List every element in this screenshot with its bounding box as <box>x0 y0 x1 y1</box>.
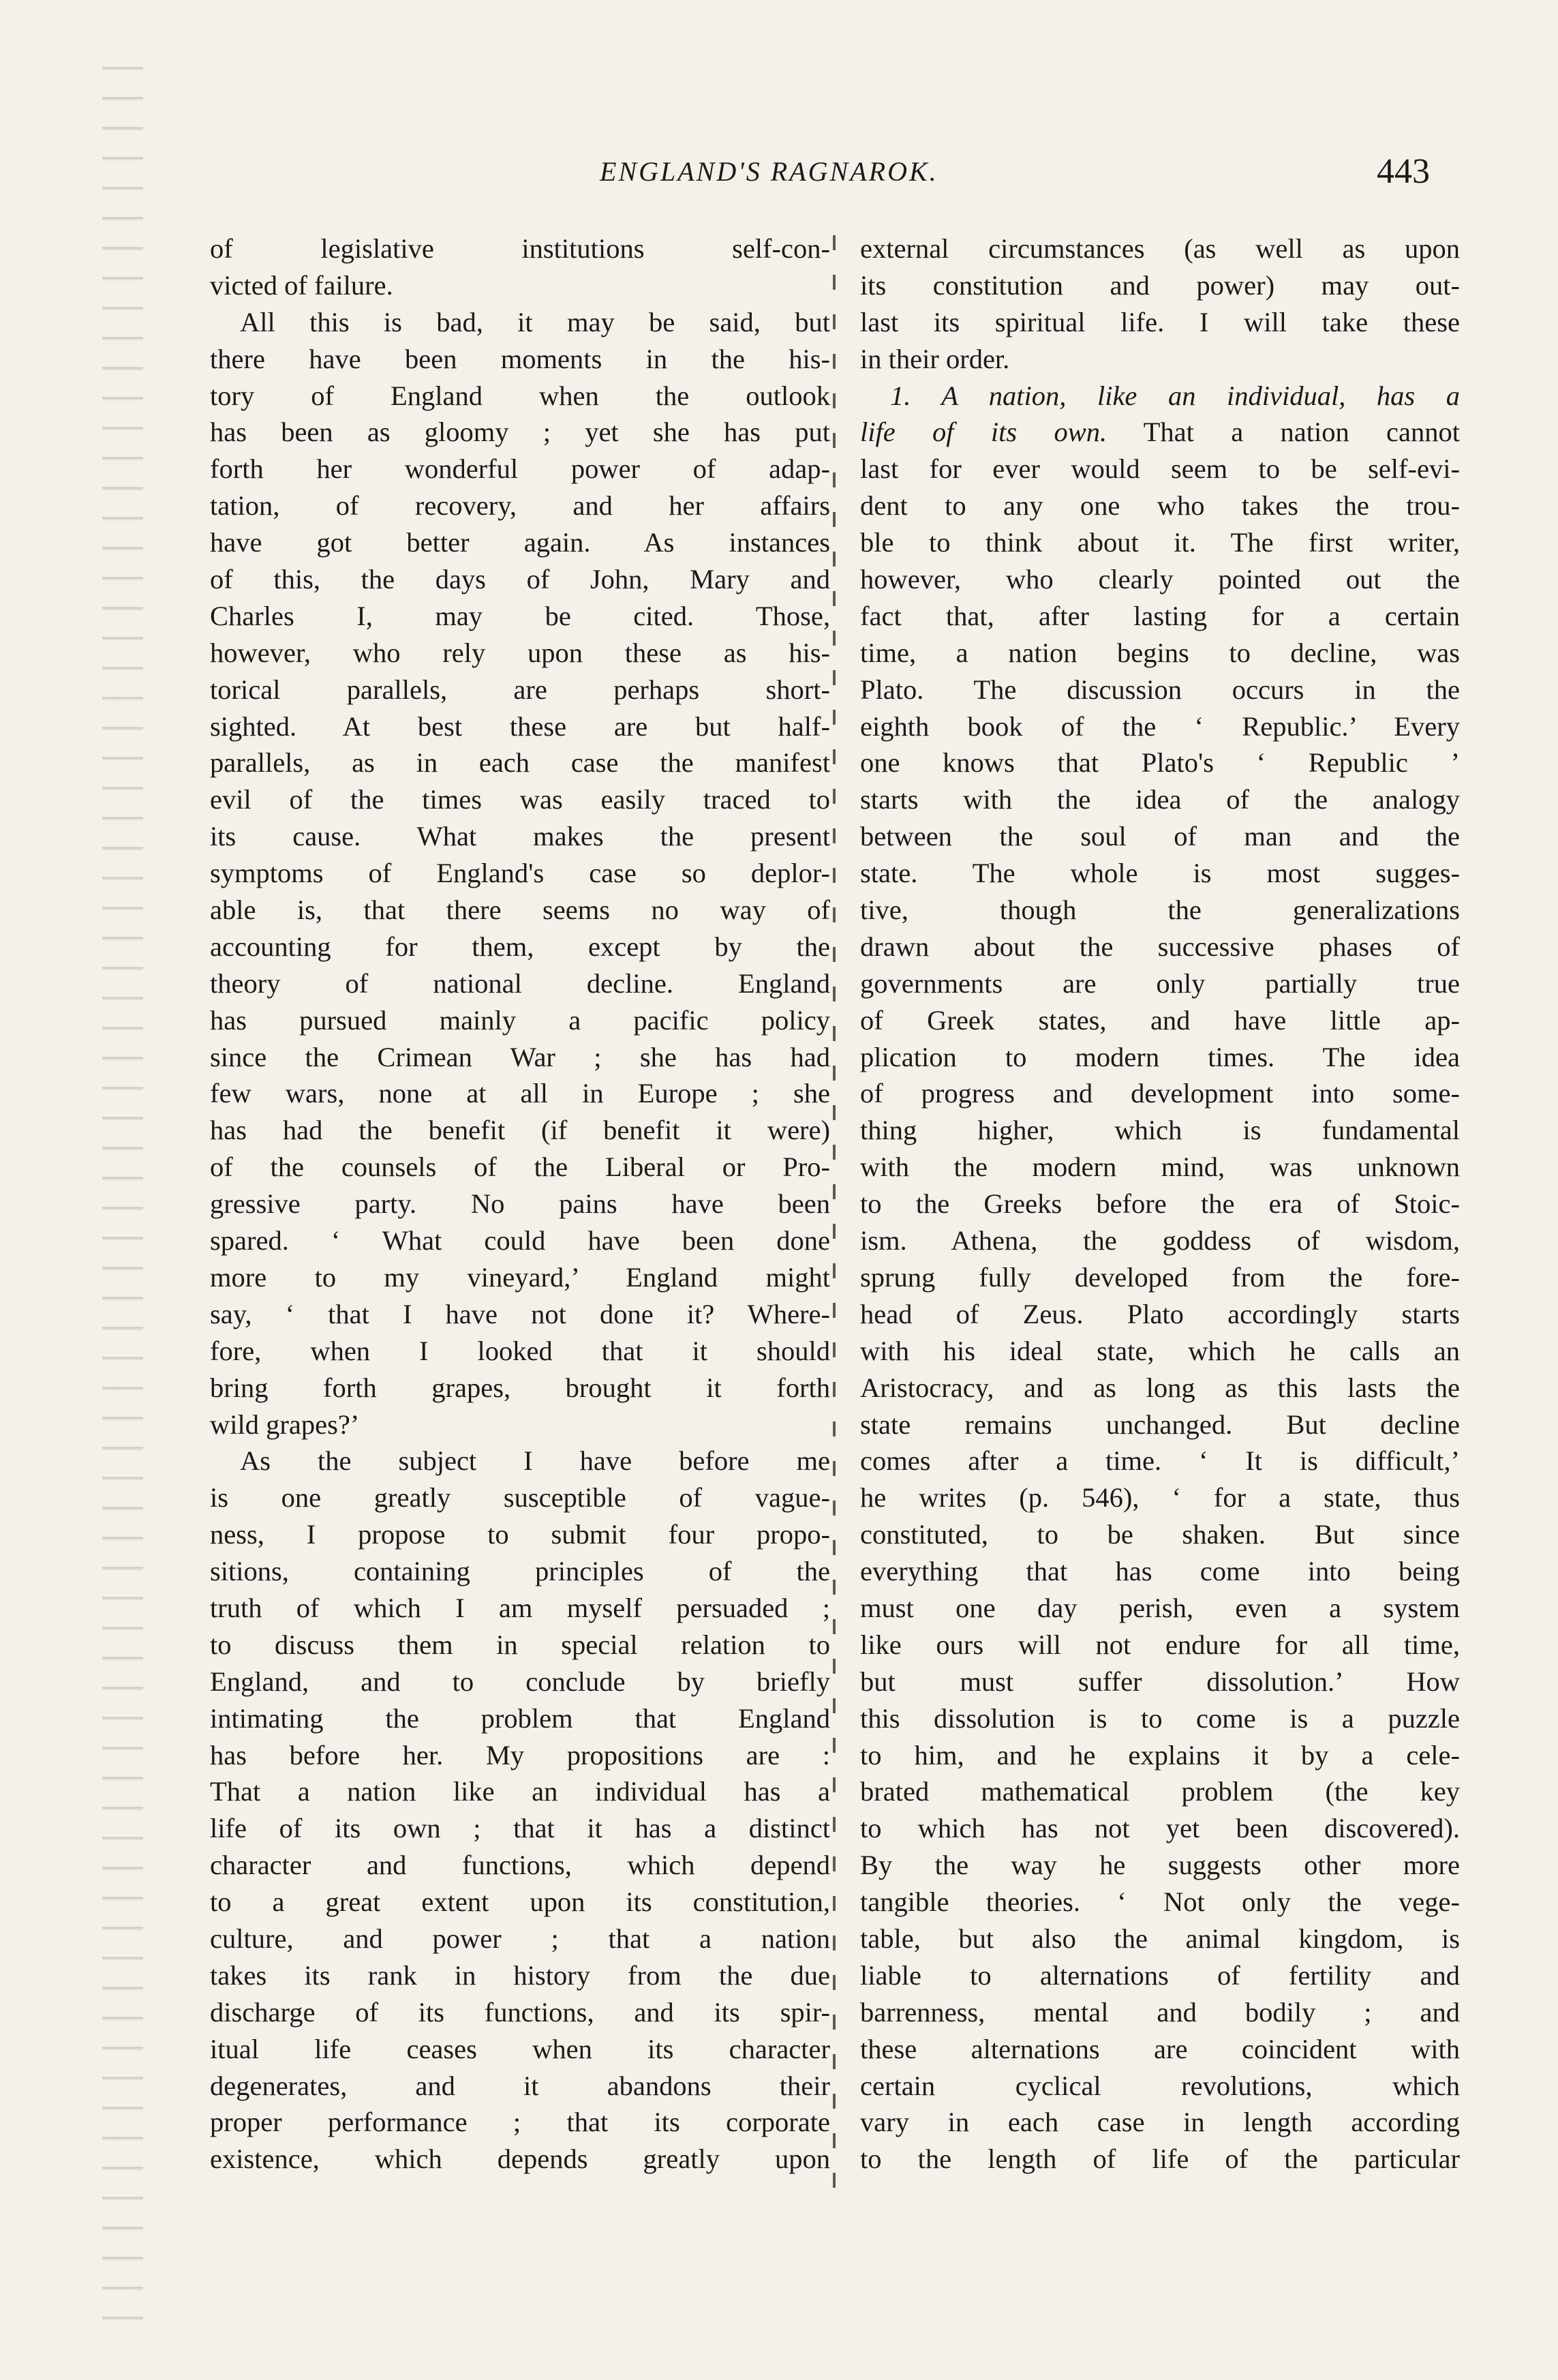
text-line: sprung fully developed from the fore- <box>860 1261 1460 1293</box>
section-heading-italic: 1. A nation, like an individual, has a <box>890 380 1460 411</box>
text-line: parallels, as in each case the manifest <box>210 747 830 779</box>
text-line: say, ‘ that I have not done it? Where- <box>210 1298 830 1329</box>
text-line: victed of failure. <box>210 269 393 301</box>
text-line: to discuss them in special relation to <box>210 1629 830 1660</box>
text-line: like ours will not endure for all time, <box>860 1629 1460 1660</box>
text-line: symptoms of England's case so deplor- <box>210 858 830 889</box>
text-line: last its spiritual life. I will take these <box>860 306 1460 337</box>
text-line: As the subject I have before me <box>240 1445 830 1477</box>
text-line: of this, the days of John, Mary and <box>210 564 830 595</box>
text-line: wild grapes?’ <box>210 1409 360 1440</box>
text-line: truth of which I am myself persuaded ; <box>210 1592 830 1623</box>
text-line: last for ever would seem to be self-evi- <box>860 453 1460 485</box>
text-line: since the Crimean War ; she has had <box>210 1041 830 1072</box>
text-line: time, a nation begins to decline, was <box>860 637 1460 668</box>
text-line: itual life ceases when its character <box>210 2033 830 2064</box>
text-line: tangible theories. ‘ Not only the vege- <box>860 1886 1460 1918</box>
text-line: more to my vineyard,’ England might <box>210 1261 830 1293</box>
text-line: By the way he suggests other more <box>860 1850 1460 1881</box>
text-line: intimating the problem that England <box>210 1702 830 1734</box>
text-line: fore, when I looked that it should <box>210 1335 830 1366</box>
text-line: with his ideal state, which he calls an <box>860 1335 1460 1366</box>
text-line: accounting for them, except by the <box>210 931 830 962</box>
text-line: Plato. The discussion occurs in the <box>860 674 1460 705</box>
text-line: All this is bad, it may be said, but <box>240 306 830 337</box>
text-line: these alternations are coincident with <box>860 2033 1460 2064</box>
text-line: certain cyclical revolutions, which <box>860 2070 1460 2101</box>
text-line: sitions, containing principles of the <box>210 1556 830 1587</box>
text-line: thing higher, which is fundamental <box>860 1115 1460 1146</box>
text-line: its constitution and power) may out- <box>860 269 1460 301</box>
text-line: between the soul of man and the <box>860 821 1460 852</box>
text-line: he writes (p. 546), ‘ for a state, thus <box>860 1482 1460 1513</box>
text-line: must one day perish, even a system <box>860 1592 1460 1623</box>
scan-gutter-marks <box>102 41 143 2345</box>
text-line: to a great extent upon its constitution, <box>210 1886 830 1918</box>
text-line: ness, I propose to submit four propo- <box>210 1519 830 1550</box>
text-line: able is, that there seems no way of <box>210 894 830 926</box>
text-line: tation, of recovery, and her affairs <box>210 490 830 522</box>
text-line: barrenness, mental and bodily ; and <box>860 1996 1460 2028</box>
text-line: liable to alternations of fertility and <box>860 1959 1460 1991</box>
text-line: however, who clearly pointed out the <box>860 564 1460 595</box>
text-line: in their order. <box>860 343 1010 374</box>
text-line: That a nation like an individual has a <box>210 1776 830 1807</box>
text-line: of Greek states, and have little ap- <box>860 1004 1460 1036</box>
text-line: spared. ‘ What could have been done <box>210 1225 830 1256</box>
text-line: drawn about the successive phases of <box>860 931 1460 962</box>
text-line: ism. Athena, the goddess of wisdom, <box>860 1225 1460 1256</box>
text-line: this dissolution is to come is a puzzle <box>860 1702 1460 1734</box>
text-line: has been as gloomy ; yet she has put <box>210 417 830 448</box>
text-line: with the modern mind, was unknown <box>860 1151 1460 1183</box>
text-line: culture, and power ; that a nation <box>210 1923 830 1954</box>
text-line: has before her. My propositions are : <box>210 1739 830 1771</box>
text-line: everything that has come into being <box>860 1556 1460 1587</box>
text-line: however, who rely upon these as his- <box>210 637 830 668</box>
text-line: to him, and he explains it by a cele- <box>860 1739 1460 1771</box>
text-line: external circumstances (as well as upon <box>860 233 1460 264</box>
text-line: state. The whole is most sugges- <box>860 858 1460 889</box>
text-line: ble to think about it. The first writer, <box>860 527 1460 558</box>
text-line: bring forth grapes, brought it forth <box>210 1372 830 1403</box>
right-column <box>860 230 1460 2178</box>
text-line: life of its own ; that it has a distinct <box>210 1813 830 1844</box>
text-line: forth her wonderful power of adap- <box>210 453 830 485</box>
column-divider <box>833 235 836 2199</box>
text-line: one knows that Plato's ‘ Republic ’ <box>860 747 1460 779</box>
text-line: discharge of its functions, and its spir- <box>210 1996 830 2028</box>
text-line: but must suffer dissolution.’ How <box>860 1666 1460 1697</box>
text-run: That a nation cannot <box>1107 417 1460 448</box>
left-column <box>210 230 830 2178</box>
text-line: character and functions, which depend <box>210 1850 830 1881</box>
text-line: to which has not yet been discovered). <box>860 1813 1460 1844</box>
text-line: starts with the idea of the analogy <box>860 784 1460 815</box>
text-line <box>860 378 1460 415</box>
text-line: tive, though the generalizations <box>860 894 1460 926</box>
text-line: governments are only partially true <box>860 967 1460 999</box>
text-line: has had the benefit (if benefit it were) <box>210 1115 830 1146</box>
text-line: torical parallels, are perhaps short- <box>210 674 830 705</box>
text-line: England, and to conclude by briefly <box>210 1666 830 1697</box>
page-number: 443 <box>1377 152 1430 191</box>
text-line: comes after a time. ‘ It is difficult,’ <box>860 1445 1460 1477</box>
running-head <box>0 152 1558 203</box>
text-line: of progress and development into some- <box>860 1078 1460 1109</box>
text-line: vary in each case in length according <box>860 2107 1460 2138</box>
text-line: fact that, after lasting for a certain <box>860 600 1460 631</box>
running-title: ENGLAND'S RAGNAROK. <box>600 156 938 187</box>
text-line: state remains unchanged. But decline <box>860 1409 1460 1440</box>
text-line: constituted, to be shaken. But since <box>860 1519 1460 1550</box>
text-line: has pursued mainly a pacific policy <box>210 1004 830 1036</box>
text-line: few wars, none at all in Europe ; she <box>210 1078 830 1109</box>
text-line <box>860 414 1460 451</box>
text-line: eighth book of the ‘ Republic.’ Every <box>860 710 1460 742</box>
text-line: degenerates, and it abandons their <box>210 2070 830 2101</box>
text-line: dent to any one who takes the trou- <box>860 490 1460 522</box>
text-line: is one greatly susceptible of vague- <box>210 1482 830 1513</box>
text-line: its cause. What makes the present <box>210 821 830 852</box>
text-line: sighted. At best these are but half- <box>210 710 830 742</box>
text-line: tory of England when the outlook <box>210 380 830 411</box>
text-line: existence, which depends greatly upon <box>210 2143 830 2175</box>
text-line: theory of national decline. England <box>210 967 830 999</box>
text-line: proper performance ; that its corporate <box>210 2107 830 2138</box>
text-line: gressive party. No pains have been <box>210 1188 830 1220</box>
text-line: head of Zeus. Plato accordingly starts <box>860 1298 1460 1329</box>
section-heading-italic: life of its own. <box>860 417 1108 448</box>
text-line: there have been moments in the his- <box>210 343 830 374</box>
text-line: of the counsels of the Liberal or Pro- <box>210 1151 830 1183</box>
text-line: Charles I, may be cited. Those, <box>210 600 830 631</box>
text-line: Aristocracy, and as long as this lasts the <box>860 1372 1460 1403</box>
text-line: table, but also the animal kingdom, is <box>860 1923 1460 1954</box>
text-line: brated mathematical problem (the key <box>860 1776 1460 1807</box>
text-line: takes its rank in history from the due <box>210 1959 830 1991</box>
text-line: evil of the times was easily traced to <box>210 784 830 815</box>
text-line: to the length of life of the particular <box>860 2143 1460 2175</box>
text-line: have got better again. As instances <box>210 527 830 558</box>
text-line: to the Greeks before the era of Stoic- <box>860 1188 1460 1220</box>
text-line: of legislative institutions self-con- <box>210 233 830 264</box>
text-line: plication to modern times. The idea <box>860 1041 1460 1072</box>
